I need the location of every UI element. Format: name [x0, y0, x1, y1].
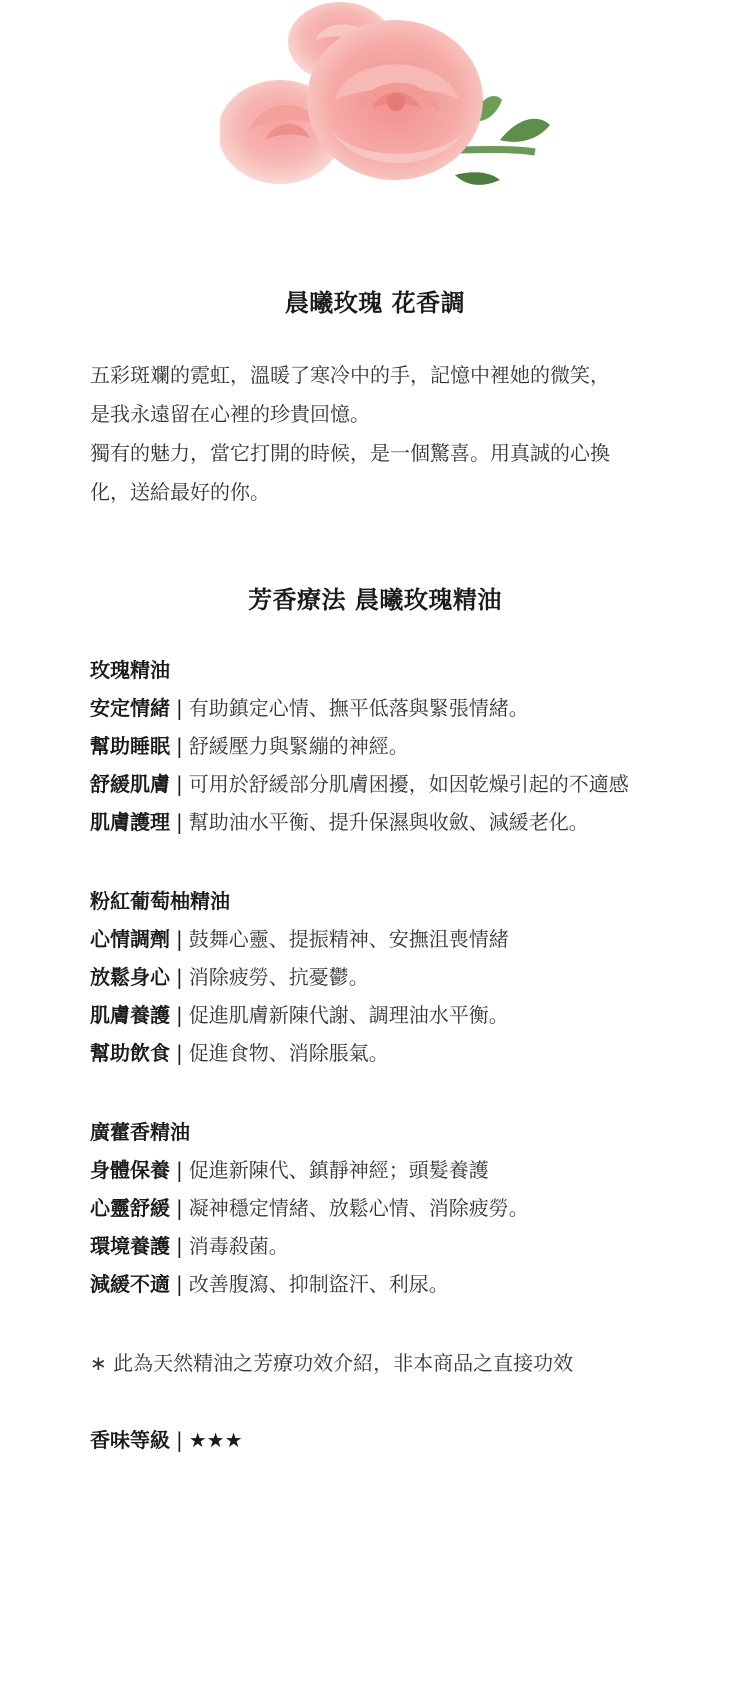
effect-value: 促進新陳代、鎮靜神經；頭髮養護	[188, 1158, 489, 1182]
effect-row	[90, 808, 690, 836]
effect-key: 身體保養	[90, 1158, 170, 1182]
effect-key: 環境養護	[90, 1234, 170, 1258]
effect-row	[90, 1039, 690, 1067]
effect-key: 肌膚護理	[90, 810, 170, 834]
effect-key: 心靈舒緩	[90, 1196, 170, 1220]
effect-key: 減緩不適	[90, 1272, 170, 1296]
effect-value: 促進食物、消除脹氣。	[188, 1041, 389, 1065]
effect-value: 消毒殺菌。	[188, 1234, 289, 1258]
separator: |	[176, 1003, 183, 1027]
intro-line: 五彩斑斕的霓虹，溫暖了寒冷中的手，記憶中裡她的微笑，	[90, 363, 610, 387]
effect-key: 幫助飲食	[90, 1041, 170, 1065]
intro-paragraph	[90, 356, 680, 512]
effect-key: 肌膚養護	[90, 1003, 170, 1027]
effect-key: 安定情緒	[90, 696, 170, 720]
separator: |	[176, 810, 183, 834]
effect-row	[90, 1194, 690, 1222]
intro-line: 是我永遠留在心裡的珍貴回憶。	[90, 402, 370, 426]
effect-row	[90, 1232, 690, 1260]
separator: |	[176, 1234, 183, 1258]
separator: |	[176, 1428, 183, 1452]
intro-line: 化，送給最好的你。	[90, 480, 270, 504]
star-rating-icon: ★★★	[188, 1428, 243, 1452]
effect-row	[90, 963, 690, 991]
separator: |	[176, 734, 183, 758]
effect-value: 可用於舒緩部分肌膚困擾，如因乾燥引起的不適感	[188, 772, 629, 796]
oil-name-rose: 玫瑰精油	[90, 658, 170, 682]
disclaimer-text: ∗ 此為天然精油之芳療功效介紹，非本商品之直接功效	[90, 1351, 574, 1375]
separator: |	[176, 1158, 183, 1182]
section-title-fragrance: 晨曦玫瑰 花香調	[284, 289, 466, 317]
scent-level-row	[90, 1426, 690, 1454]
scent-level-label: 香味等級	[90, 1428, 170, 1452]
rose-hero-image	[220, 0, 560, 210]
effect-value: 幫助油水平衡、提升保濕與收斂、減緩老化。	[188, 810, 589, 834]
effect-value: 改善腹瀉、抑制盜汗、利尿。	[188, 1272, 449, 1296]
oil-name-grapefruit: 粉紅葡萄柚精油	[90, 889, 230, 913]
intro-line: 獨有的魅力，當它打開的時候，是一個驚喜。用真誠的心換	[90, 441, 610, 465]
section-title-aromatherapy: 芳香療法 晨曦玫瑰精油	[248, 586, 502, 614]
effect-row	[90, 694, 690, 722]
effect-row	[90, 1156, 690, 1184]
effect-key: 放鬆身心	[90, 965, 170, 989]
effect-value: 消除疲勞、抗憂鬱。	[188, 965, 369, 989]
pink-rose-bouquet-icon	[220, 0, 560, 210]
effect-row	[90, 732, 690, 760]
effect-row	[90, 1001, 690, 1029]
separator: |	[176, 965, 183, 989]
effect-row	[90, 925, 690, 953]
separator: |	[176, 1272, 183, 1296]
effect-value: 有助鎮定心情、撫平低落與緊張情緒。	[188, 696, 529, 720]
separator: |	[176, 1041, 183, 1065]
effect-key: 幫助睡眠	[90, 734, 170, 758]
effect-value: 鼓舞心靈、提振精神、安撫沮喪情緒	[188, 927, 509, 951]
separator: |	[176, 1196, 183, 1220]
effect-key: 心情調劑	[90, 927, 170, 951]
oil-name-patchouli: 廣藿香精油	[90, 1120, 190, 1144]
effect-row	[90, 1270, 690, 1298]
separator: |	[176, 696, 183, 720]
effect-value: 舒緩壓力與緊繃的神經。	[188, 734, 409, 758]
effect-value: 促進肌膚新陳代謝、調理油水平衡。	[188, 1003, 509, 1027]
separator: |	[176, 772, 183, 796]
separator: |	[176, 927, 183, 951]
effect-key: 舒緩肌膚	[90, 772, 170, 796]
effect-row	[90, 770, 690, 798]
effect-value: 凝神穩定情緒、放鬆心情、消除疲勞。	[188, 1196, 529, 1220]
